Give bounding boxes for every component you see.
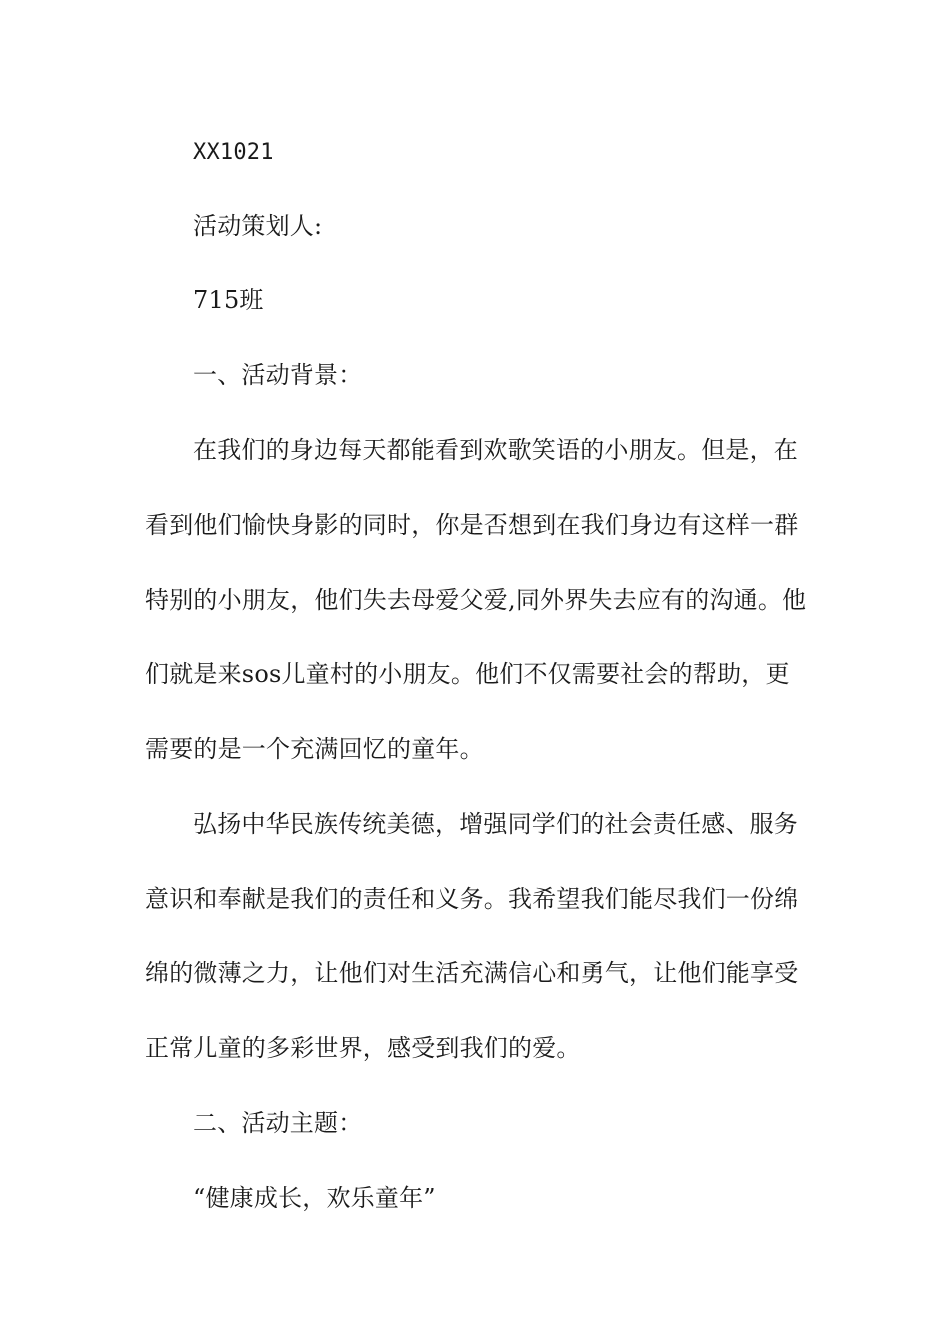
paragraph-line: 看到他们愉快身影的同时，你是否想到在我们身边有这样一群 [145,511,799,539]
planner-label: 活动策划人: [193,212,323,240]
section-title-theme: 二、活动主题： [193,1109,363,1137]
paragraph-line: 绵的微薄之力，让他们对生活充满信心和勇气，让他们能享受 [145,959,799,987]
paragraph-line: 特别的小朋友，他们失去母爱父爱,同外界失去应有的沟通。他 [145,586,807,614]
paragraph-line: 需要的是一个充满回忆的童年。 [145,735,484,763]
paragraph-line: 在我们的身边每天都能看到欢歌笑语的小朋友。但是，在 [193,436,798,464]
theme-text: “健康成长，欢乐童年” [193,1184,436,1212]
document-code: XX1021 [193,140,274,165]
section-title-background: 一、活动背景： [193,361,363,389]
paragraph-line: 弘扬中华民族传统美德，增强同学们的社会责任感、服务 [193,810,798,838]
planner-name: 715班 [193,286,264,314]
paragraph-line: 正常儿童的多彩世界，感受到我们的爱。 [145,1034,581,1062]
paragraph-line: 们就是来sos儿童村的小朋友。他们不仅需要社会的帮助，更 [145,660,790,688]
paragraph-line: 意识和奉献是我们的责任和义务。我希望我们能尽我们一份绵 [145,885,799,913]
